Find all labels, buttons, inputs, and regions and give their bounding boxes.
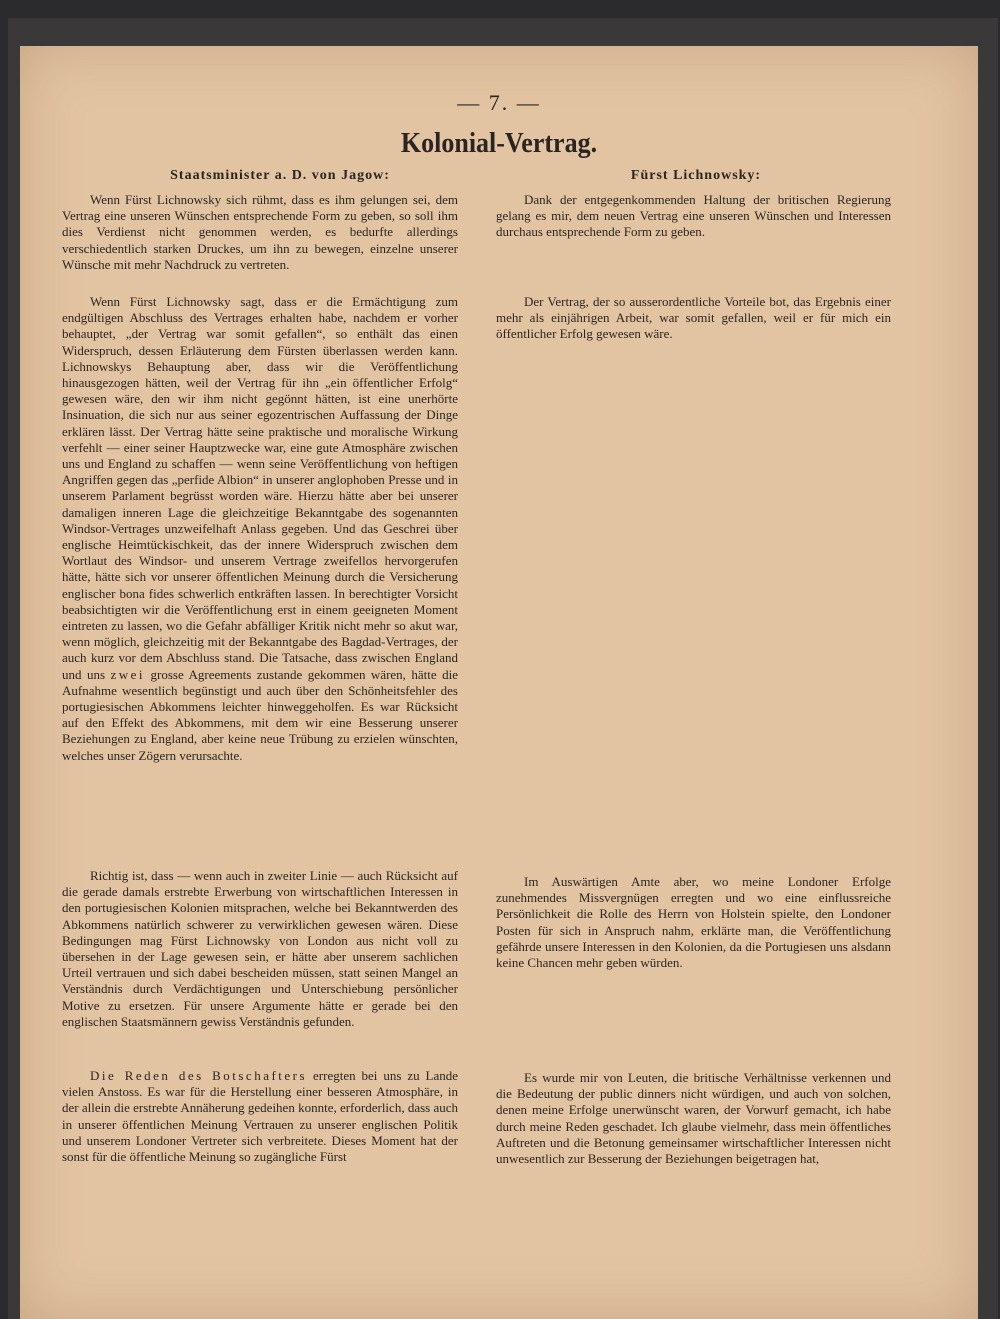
left-paragraph-4 [62, 1068, 458, 1165]
page-title: Kolonial-Vertrag. [400, 126, 598, 159]
right-column-heading: Fürst Lichnowsky: [630, 168, 762, 183]
left-column-heading: Staatsminister a. D. von Jagow: [170, 168, 390, 183]
right-paragraph-3: Im Auswärtigen Amte aber, wo meine Londoner Erfolge zunehmendes Missvergnügen erregten und wo eine einflussreiche Persönlichkeit die Rolle des Herrn von Holstein spielte, den Londoner Posten für sich in Anspruch nahm, erklärte man, die Veröffentlichung gefährde unsere Interessen in den Kolonien, da die Portugiesen uns alsdann keine Chancen mehr geben würden. [496, 874, 891, 971]
left-paragraph-2-emphasis: zwei [110, 666, 146, 682]
left-paragraph-1: Wenn Fürst Lichnowsky sich rühmt, dass es ihm gelungen sei, dem Vertrag eine unseren Wünschen entsprechende Form zu geben, so soll ihm dies Verdienst nicht genommen werden, es bedurfte allerdings verschiedentlich starken Druckes, um ihn zu bewegen, einzelne unserer Wünsche mit mehr Nachdruck zu vertreten. [62, 192, 458, 272]
right-paragraph-1: Dank der entgegenkommenden Haltung der britischen Regierung gelang es mir, dem neuen Vertrag eine unseren Wünschen und Interessen durchaus entsprechende Form zu geben. [496, 192, 891, 240]
left-paragraph-2-text: Wenn Fürst Lichnowsky sagt, dass er die Ermächtigung zum endgültigen Abschluss des Vertrages erhalten habe, nachdem er vorher behauptet, „der Vertrag war somit gefallen“, so enthält das einen Widerspruch, dessen Erläuterung dem Fürsten überlassen werden kann. Lichnowskys Behauptung aber, dass wir die Veröffentlichung hinausgezogen hätten, weil der Vertrag für ihn „ein öffentlicher Erfolg“ gewesen wäre, den wir ihm nicht gegönnt hätten, ist eine unerhörte Insinuation, die sich nur aus seiner egozentrischen Auffassung der Dinge erklären lässt. Der Vertrag hätte seine praktische und moralische Wirkung verfehlt — einer seiner Hauptzwecke war, eine gute Atmosphäre zwischen uns und England zu schaffen — wenn seine Veröffentlichung von heftigen Angriffen gegen das „perfide Albion“ in unserer anglophoben Presse und in unserem Parlament begrüsst worden wäre. Hierzu hätte aber bei unserer damaligen inneren Lage die gleichzeitige Bekanntgabe des sogenannten Windsor-Vertrages unzweifelhaft Anlass gegeben. Und das Geschrei über englische Heimtückischkeit, das der innere Widerspruch zwischen dem Wortlaut des Windsor- und unserem Vertrage zweifellos hervorgerufen hätte, hätte sich vor unserer öffentlichen Meinung durch die Versicherung englischer bona fides schwerlich entkräften lassen. In berechtigter Vorsicht beabsichtigten wir die Veröffentlichung erst in einem geeigneten Moment eintreten zu lassen, wo die Gefahr abfälliger Kritik nicht mehr so akut war, wenn möglich, gleichzeitig mit der Bekanntgabe des Bagdad-Vertrages, der auch kurz vor dem Abschluss stand. Die Tatsache, dass zwischen England und uns [62, 294, 458, 682]
page-number: — 7. — [457, 90, 541, 115]
left-paragraph-3: Richtig ist, dass — wenn auch in zweiter Linie — auch Rücksicht auf die gerade damals erstrebte Erwerbung von wirtschaftlichen Interessen in den portugiesischen Kolonien mitsprachen, welche bei Bekanntwerden des Abkommens natürlich schwerer zu verwirklichen gewesen wären. Diese Bedingungen mag Fürst Lichnowsky von London aus nicht voll zu übersehen in der Lage gewesen sein, er hätte aber unserem sachlichen Urteil vertrauen und sich dabei bescheiden müssen, statt seinen Mangel an Verständnis durch Verdächtigungen und Unterschiebung persönlicher Motive zu ersetzen. Für unsere Argumente hätte er gerade bei den englischen Staatsmännern gewiss Verständnis gefunden. [62, 868, 458, 1029]
document-page [20, 46, 978, 1319]
right-paragraph-4: Es wurde mir von Leuten, die britische Verhältnisse verkennen und die Bedeutung der public dinners nicht würdigen, und auch von solchen, denen meine Erfolge unerwünscht waren, der Vorwurf gemacht, ich habe durch meine Reden geschadet. Ich glaube vielmehr, dass mein öffentliches Auftreten und die Betonung gemeinsamer wirtschaftlicher Interessen nicht unwesentlich zur Besserung der Beziehungen beigetragen hat, [496, 1070, 891, 1167]
left-paragraph-2 [62, 294, 458, 764]
left-paragraph-4-emphasis: Die Reden des Botschafters [90, 1068, 308, 1083]
right-paragraph-2: Der Vertrag, der so ausserordentliche Vorteile bot, das Ergebnis einer mehr als einjährigen Arbeit, war somit gefallen, weil er für mich ein öffentlicher Erfolg gewesen wäre. [496, 294, 891, 342]
left-paragraph-2-rest: grosse Agreements zustande gekommen wären, hätte die Aufnahme wesentlich begünstigt und auch über den Schönheitsfehler des portugiesischen Abkommens leichter hinweggeholfen. Es war Rücksicht auf den Effekt des Abkommens, mit dem wir eine Besserung unserer Beziehungen zu England, aber keine neue Trübung zu erzielen wünschten, welches unser Zögern verursachte. [62, 666, 459, 763]
left-paragraph-4-text: erregten bei uns zu Lande vielen Anstoss. Es war für die Herstellung einer besseren Atmosphäre, in der allein die erstrebte Annäherung gedeihen konnte, erforderlich, dass auch in unserer öffentlichen Meinung Vertrauen zu unserer englischen Politik und unserem Londoner Vertreter sich verbreitete. Dieses Moment hat der sonst für die öffentliche Meinung so zugängliche Fürst [62, 1068, 458, 1165]
